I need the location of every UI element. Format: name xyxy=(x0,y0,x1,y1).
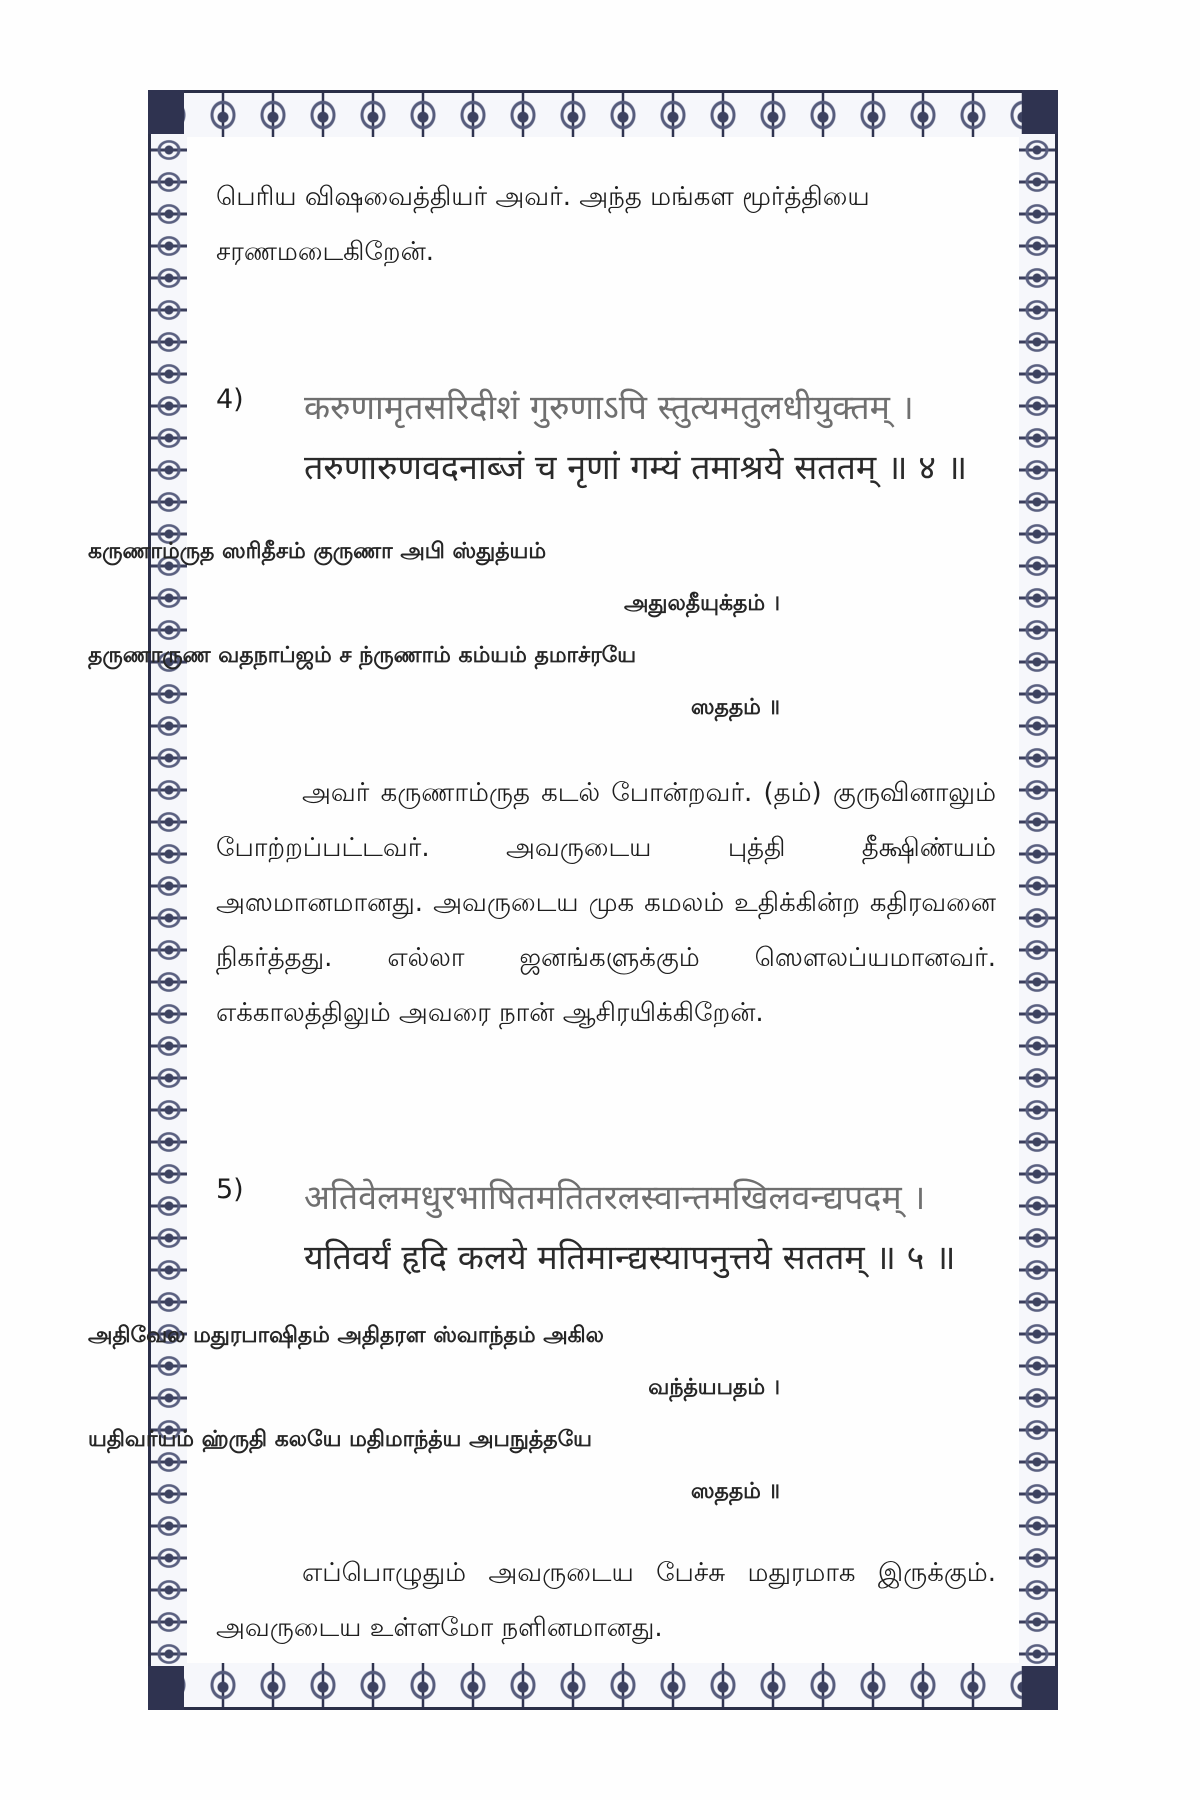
border-corner xyxy=(148,1666,184,1710)
translit-line-1b: வந்த்யபதம் । xyxy=(648,1375,780,1400)
border-top-ornament xyxy=(148,90,1058,137)
border-corner xyxy=(1022,1666,1058,1710)
intro-paragraph xyxy=(216,170,996,280)
verse-number: 4) xyxy=(216,384,244,415)
border-bottom-ornament xyxy=(148,1663,1058,1710)
intro-line-1: பெரிய விஷவைத்தியர் அவர். அந்த மங்கள மூர்த்தியை xyxy=(216,182,870,212)
verse-5-meaning: எப்பொழுதும் அவருடைய பேச்சு மதுரமாக இருக்கும். அவருடைய உள்ளமோ நளினமானது. xyxy=(216,1558,996,1643)
sanskrit-line-2: यतिवर्यं हृदि कलये मतिमान्द्यस्यापनुत्तये सततम् ॥ ५ ॥ xyxy=(304,1238,956,1278)
verse-4-transliteration xyxy=(88,526,780,734)
translit-line-2a: தருணாருண வதநாப்ஜம் ச ந்ருணாம் கம்யம் தமாச்ரயே xyxy=(88,643,637,668)
verse-4-meaning: அவர் கருணாம்ருத கடல் போன்றவர். (தம்) குருவினாலும் போற்றப்பட்டவர். அவருடைய புத்தி தீக்ஷிண்யம் அஸமானமானது. அவருடைய முக கமலம் உதிக்கின்ற கதிரவனை நிகர்த்தது. எல்லா ஜனங்களுக்கும் ஸௌலப்யமானவர். எக்காலத்திலும் அவரை நான் ஆசிரயிக்கிறேன். xyxy=(216,778,996,1028)
sanskrit-verse xyxy=(304,378,996,498)
sanskrit-line-2: तरुणारुणवदनाब्जं च नृणां गम्यं तमाश्रये सततम् ॥ ४ ॥ xyxy=(304,448,968,488)
translit-line-2a: யதிவர்யம் ஹ்ருதி கலயே மதிமாந்த்ய அபநுத்தயே xyxy=(88,1427,593,1452)
sanskrit-verse xyxy=(304,1168,996,1288)
translit-line-1a: அதிவேல மதுரபாஷிதம் அதிதரள ஸ்வாந்தம் அகில xyxy=(88,1323,604,1348)
border-right-ornament xyxy=(1019,134,1058,1666)
sanskrit-line-1: करुणामृतसरिदीशं गुरुणाऽपि स्तुत्यमतुलधीयुक्तम् । xyxy=(304,388,914,428)
border-corner xyxy=(1022,90,1058,134)
translit-line-2b: ஸததம் ॥ xyxy=(690,1479,780,1504)
verse-number: 5) xyxy=(216,1174,244,1205)
verse-5-transliteration xyxy=(88,1310,780,1518)
translit-line-2b: ஸததம் ॥ xyxy=(690,695,780,720)
translit-line-1a: கருணாம்ருத ஸரிதீசம் குருணா அபி ஸ்துத்யம் xyxy=(88,539,547,564)
intro-line-2: சரணமடைகிறேன். xyxy=(216,237,435,267)
sanskrit-line-1: अतिवेलमधुरभाषितमतितरलस्वान्तमखिलवन्द्यपदम् । xyxy=(304,1178,926,1218)
translit-line-1b: அதுலதீயுக்தம் । xyxy=(623,591,780,616)
border-corner xyxy=(148,90,184,134)
